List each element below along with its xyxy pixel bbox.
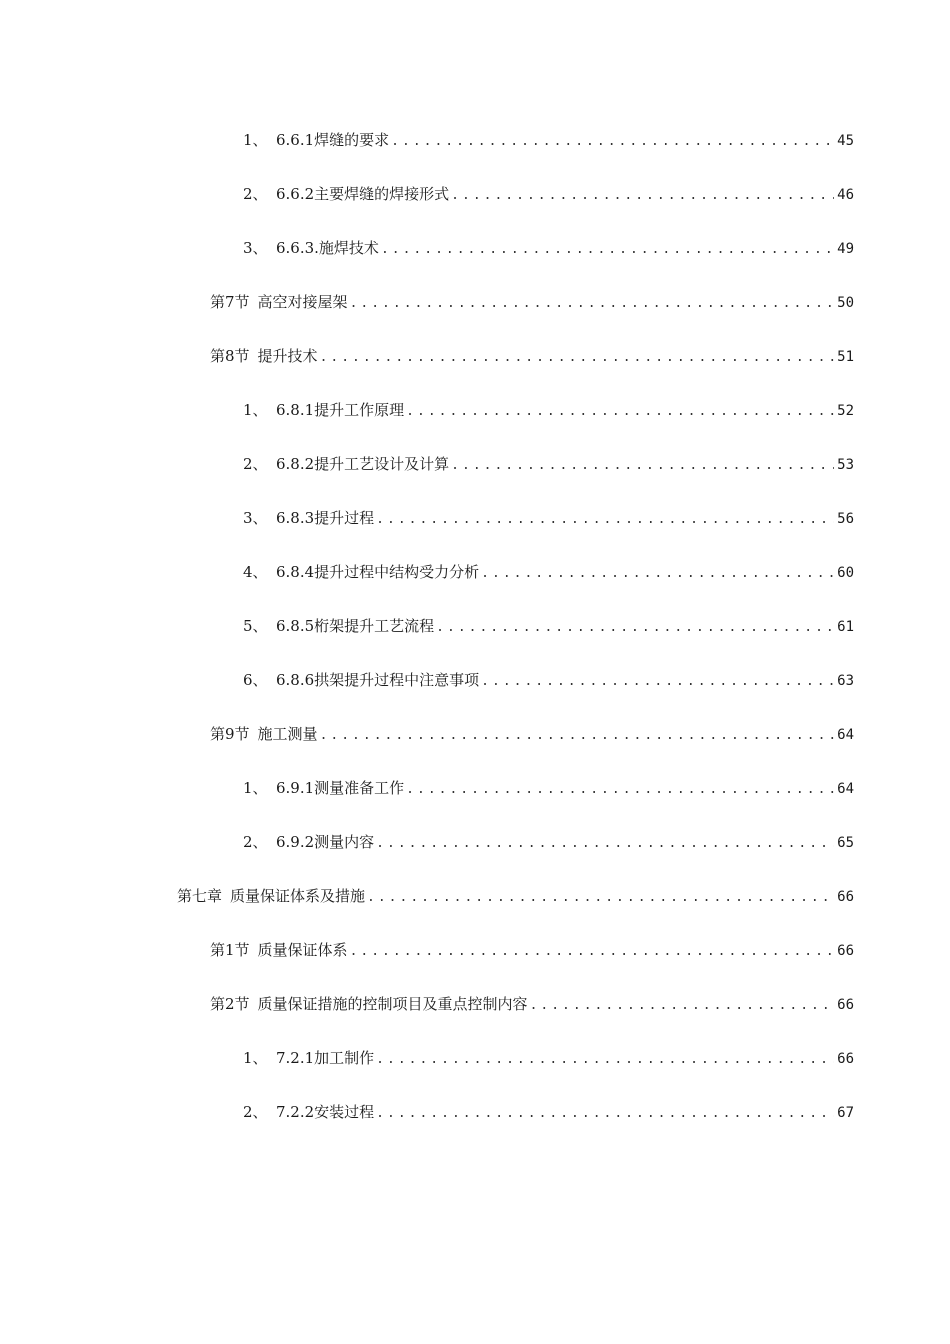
toc-dot-leader: [451, 453, 834, 479]
toc-dot-leader: [530, 993, 834, 1019]
toc-dot-leader: [381, 237, 834, 263]
toc-entry-number: 第8节: [210, 347, 250, 365]
toc-entry[interactable]: [243, 775, 854, 801]
toc-dot-leader: [436, 615, 834, 641]
toc-dot-leader: [350, 939, 834, 965]
toc-dot-leader: [376, 507, 834, 533]
toc-entry-page: 66: [837, 997, 854, 1013]
toc-entry[interactable]: [243, 397, 854, 423]
toc-entry-number: 1、: [243, 131, 268, 149]
toc-entry-number: 第7节: [210, 293, 250, 311]
toc-entry-page: 66: [837, 1051, 854, 1067]
toc-entry-number: 第9节: [210, 725, 250, 743]
toc-entry-title: 6.6.3.施焊技术: [276, 239, 379, 257]
toc-entry-page: 60: [837, 565, 854, 581]
toc-entry[interactable]: [210, 937, 854, 963]
toc-dot-leader: [451, 183, 834, 209]
toc-entry-number: 2、: [243, 455, 268, 473]
toc-entry-page: 51: [837, 349, 854, 365]
toc-entry[interactable]: [243, 451, 854, 477]
toc-dot-leader: [376, 831, 834, 857]
toc-entry-page: 50: [837, 295, 854, 311]
toc-entry-title: 6.8.6拱架提升过程中注意事项: [276, 671, 480, 689]
toc-entry-title: 提升技术: [257, 347, 318, 365]
toc-entry-number: 1、: [243, 401, 268, 419]
toc-entry[interactable]: [243, 505, 854, 531]
toc-dot-leader: [320, 345, 834, 371]
toc-entry-page: 65: [837, 835, 854, 851]
toc-dot-leader: [376, 1047, 834, 1073]
toc-entry-page: 66: [837, 889, 854, 905]
toc-entry-number: 3、: [243, 239, 268, 257]
toc-entry-number: 2、: [243, 833, 268, 851]
toc-entry-number: 2、: [243, 185, 268, 203]
toc-entry[interactable]: [243, 559, 854, 585]
toc-entry-title: 7.2.2安装过程: [276, 1103, 375, 1121]
toc-entry[interactable]: [210, 721, 854, 747]
toc-dot-leader: [320, 723, 834, 749]
toc-entry[interactable]: [243, 235, 854, 261]
toc-entry-title: 6.8.2提升工艺设计及计算: [276, 455, 450, 473]
toc-dot-leader: [350, 291, 834, 317]
toc-entry[interactable]: [243, 1045, 854, 1071]
toc-entry-title: 6.8.1提升工作原理: [276, 401, 405, 419]
toc-entry-page: 64: [837, 781, 854, 797]
toc-entry-title: 6.8.3提升过程: [276, 509, 375, 527]
toc-entry[interactable]: [243, 667, 854, 693]
toc-entry-page: 46: [837, 187, 854, 203]
toc-entry-number: 第七章: [177, 887, 223, 905]
toc-entry-number: 4、: [243, 563, 268, 581]
toc-dot-leader: [391, 129, 834, 155]
toc-dot-leader: [367, 885, 834, 911]
toc-entry-title: 7.2.1加工制作: [276, 1049, 375, 1067]
toc-entry-page: 52: [837, 403, 854, 419]
toc-entry-page: 45: [837, 133, 854, 149]
toc-entry[interactable]: [243, 127, 854, 153]
toc-entry-page: 61: [837, 619, 854, 635]
toc-dot-leader: [481, 669, 834, 695]
toc-entry-page: 49: [837, 241, 854, 257]
toc-entry-title: 6.9.1测量准备工作: [276, 779, 405, 797]
toc-dot-leader: [406, 777, 834, 803]
toc-entry[interactable]: [243, 829, 854, 855]
toc-dot-leader: [376, 1101, 834, 1127]
toc-entry-number: 3、: [243, 509, 268, 527]
toc-entry[interactable]: [243, 1099, 854, 1125]
toc-entry-title: 质量保证体系及措施: [230, 887, 366, 905]
toc-dot-leader: [481, 561, 834, 587]
toc-entry-page: 56: [837, 511, 854, 527]
toc-entry-number: 6、: [243, 671, 268, 689]
toc-entry-number: 2、: [243, 1103, 268, 1121]
toc-entry[interactable]: [210, 991, 854, 1017]
toc-entry[interactable]: [210, 343, 854, 369]
toc-entry-title: 6.8.4提升过程中结构受力分析: [276, 563, 480, 581]
toc-dot-leader: [406, 399, 834, 425]
toc-entry-title: 6.9.2测量内容: [276, 833, 375, 851]
toc-entry-title: 6.6.1焊缝的要求: [276, 131, 390, 149]
toc-entry-number: 1、: [243, 779, 268, 797]
toc-entry-title: 高空对接屋架: [257, 293, 348, 311]
toc-entry[interactable]: [210, 289, 854, 315]
toc-entry-title: 质量保证措施的控制项目及重点控制内容: [257, 995, 528, 1013]
toc-entry-number: 第1节: [210, 941, 250, 959]
toc-entry[interactable]: [243, 181, 854, 207]
toc-entry-number: 5、: [243, 617, 268, 635]
toc-entry-title: 施工测量: [257, 725, 318, 743]
toc-entry-number: 第2节: [210, 995, 250, 1013]
toc-entry-number: 1、: [243, 1049, 268, 1067]
toc-entry[interactable]: [243, 613, 854, 639]
toc-entry-page: 66: [837, 943, 854, 959]
toc-entry-title: 6.8.5桁架提升工艺流程: [276, 617, 435, 635]
toc-entry-page: 64: [837, 727, 854, 743]
toc-entry[interactable]: [177, 883, 854, 909]
toc-entry-title: 质量保证体系: [257, 941, 348, 959]
toc-entry-page: 53: [837, 457, 854, 473]
toc-entry-title: 6.6.2主要焊缝的焊接形式: [276, 185, 450, 203]
toc-entry-page: 63: [837, 673, 854, 689]
toc-entry-page: 67: [837, 1105, 854, 1121]
